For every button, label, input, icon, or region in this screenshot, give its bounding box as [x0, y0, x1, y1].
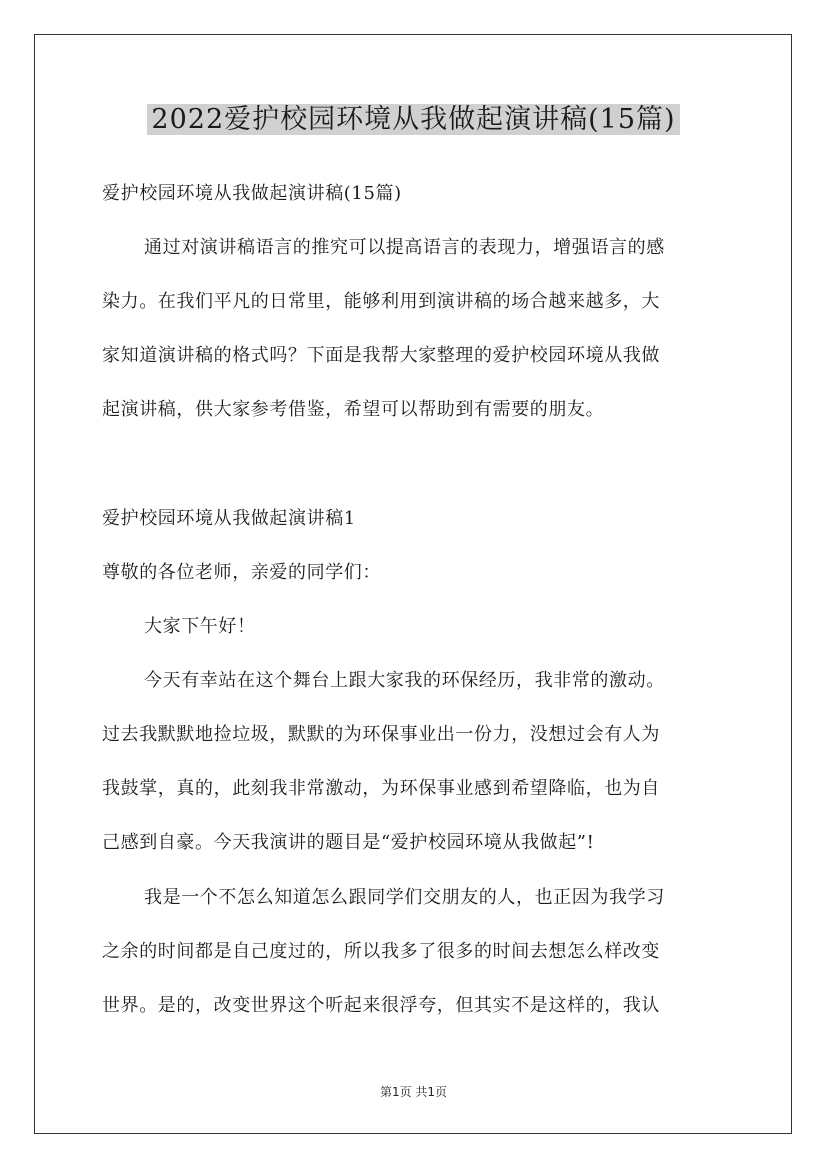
document-subtitle: 爱护校园环境从我做起演讲稿(15篇) — [102, 183, 402, 204]
document-title-text: 2022爱护校园环境从我做起演讲稿(15篇) — [147, 104, 679, 135]
intro-line: 染力。在我们平凡的日常里，能够利用到演讲稿的场合越来越多，大 — [102, 291, 660, 312]
paragraph-line: 之余的时间都是自己度过的，所以我多了很多的时间去想怎么样改变 — [102, 941, 660, 962]
paragraph-line: 己感到自豪。今天我演讲的题目是“爱护校园环境从我做起”! — [102, 832, 595, 853]
paragraph-line: 今天有幸站在这个舞台上跟大家我的环保经历，我非常的激动。 — [144, 670, 665, 691]
document-title — [0, 100, 827, 140]
greeting: 大家下午好！ — [144, 616, 256, 637]
paragraph-line: 我是一个不怎么知道怎么跟同学们交朋友的人，也正因为我学习 — [144, 887, 665, 908]
intro-line: 起演讲稿，供大家参考借鉴，希望可以帮助到有需要的朋友。 — [102, 399, 605, 420]
intro-line: 通过对演讲稿语言的推究可以提高语言的表现力，增强语言的感 — [144, 237, 665, 258]
paragraph-line: 我鼓掌，真的，此刻我非常激动，为环保事业感到希望降临，也为自 — [102, 778, 660, 799]
salutation: 尊敬的各位老师，亲爱的同学们： — [102, 562, 381, 583]
paragraph-line: 世界。是的，改变世界这个听起来很浮夸，但其实不是这样的，我认 — [102, 995, 660, 1016]
section-heading: 爱护校园环境从我做起演讲稿1 — [102, 508, 356, 529]
page-footer: 第1页 共1页 — [379, 1085, 448, 1099]
paragraph-line: 过去我默默地捡垃圾，默默的为环保事业出一份力，没想过会有人为 — [102, 724, 660, 745]
intro-line: 家知道演讲稿的格式吗？下面是我帮大家整理的爱护校园环境从我做 — [102, 345, 660, 366]
